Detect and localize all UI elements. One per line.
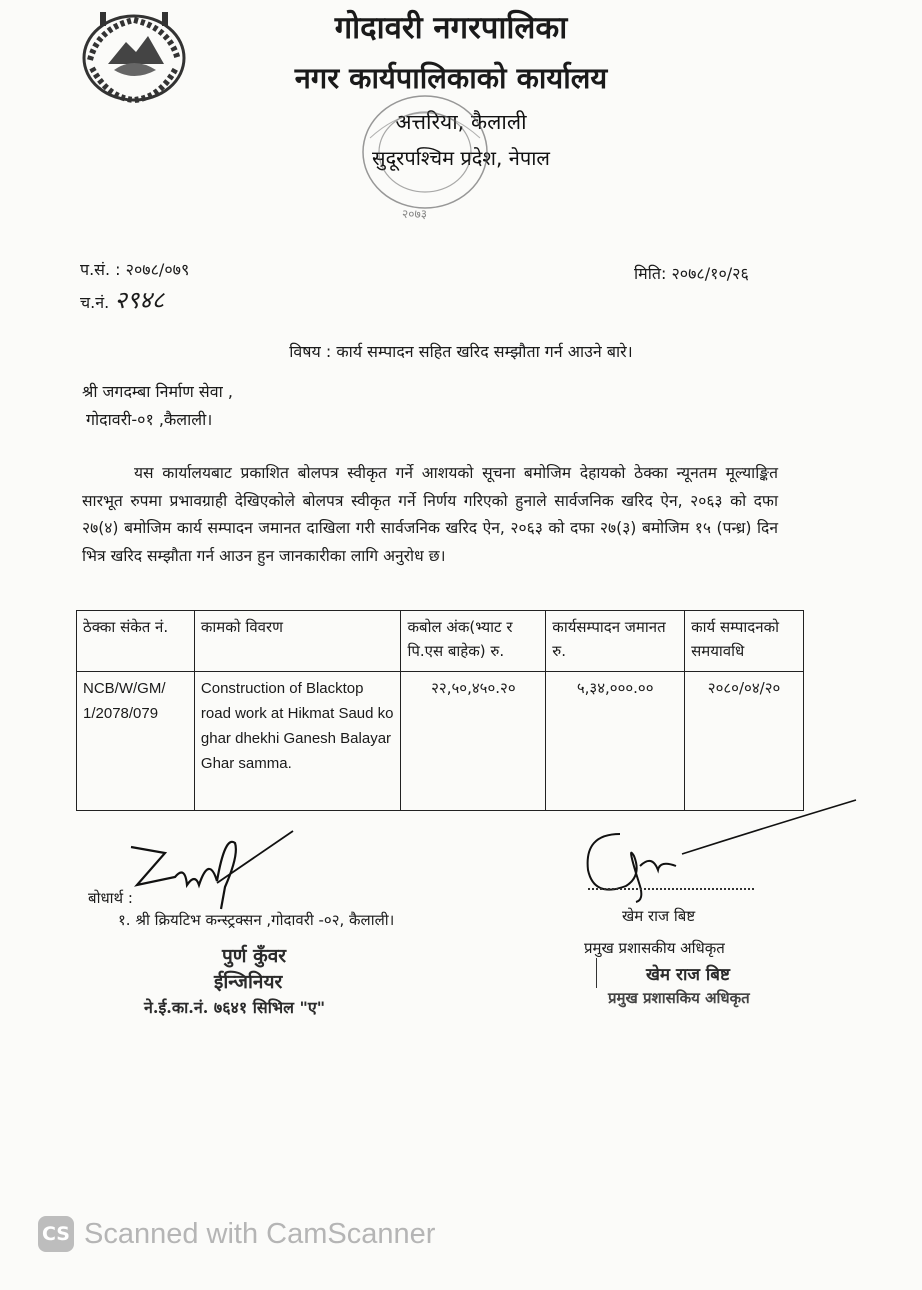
officer-stamp-name: खेम राज बिष्ट (646, 965, 730, 985)
pen-stroke (680, 796, 860, 856)
engineer-stamp-name: पुर्ण कुँवर (222, 945, 287, 967)
letter-subject: विषय : कार्य सम्पादन सहित खरिद सम्झौता गर्न आउने बारे। (289, 342, 633, 361)
col-description: कामको विवरण (194, 611, 401, 672)
cell-deadline: २०८०/०४/२० (685, 672, 804, 811)
table-row (77, 672, 804, 811)
municipality-name: गोदावरी नगरपालिका (334, 10, 568, 46)
letter-date: मिति: २०७८/१०/२६ (634, 264, 749, 283)
office-province: सुदूरपश्चिम प्रदेश, नेपाल (372, 146, 550, 170)
handwritten-cn-number: २९४८ (114, 286, 165, 314)
stamp-bracket (596, 958, 601, 988)
col-guarantee: कार्यसम्पादन जमानत रु. (546, 611, 685, 672)
cc-item: १. श्री क्रियटिभ कन्स्ट्रक्सन ,गोदावरी -०२, कैलाली। (118, 911, 395, 929)
letter-body: यस कार्यालयबाट प्रकाशित बोलपत्र स्वीकृत गर्ने आशयको सूचना बमोजिम देहायको ठेक्का न्यूनतम मूल्याङ्कित सारभूत रुपमा प्रभावग्राही देखिएकोले बोलपत्र स्वीकृत गर्ने निर्णय गरिएको हुनाले सार्वजनिक खरिद ऐन, २०६३ को दफा २७(४) बमोजिम कार्य सम्पादन जमानत दाखिला गरी सार्वजनिक खरिद ऐन, २०६३ को दफा २७(३) बमोजिम १५ (पन्ध्र) दिन भित्र खरिद सम्झौता गर्न आउन हुन जानकारीका लागि अनुरोध छ। (82, 464, 778, 565)
camscanner-badge: CS (38, 1216, 74, 1252)
office-name: नगर कार्यपालिकाको कार्यालय (294, 61, 608, 95)
cell-description: Construction of Blacktop road work at Hikmat Saud ko ghar dhekhi Ganesh Balayar Ghar samma. (194, 672, 401, 811)
cell-guarantee: ५,३४,०००.०० (546, 672, 685, 811)
reference-cn: च.नं. २९४८ (80, 286, 165, 314)
svg-text:२०७३: २०७३ (402, 207, 427, 221)
table-header-row (77, 611, 804, 672)
officer-name: खेम राज बिष्ट (622, 907, 696, 925)
cell-bid-amount: २२,५०,४५०.२० (401, 672, 546, 811)
engineer-signature (125, 825, 300, 910)
col-contract-code: ठेक्का संकेत नं. (77, 611, 195, 672)
reference-ps: प.सं. : २०७८/०७९ (80, 260, 190, 279)
col-bid-amount: कबोल अंक(भ्याट र पि.एस बाहेक) रु. (401, 611, 546, 672)
signature-dotted-line (588, 888, 754, 890)
camscanner-watermark (38, 1216, 435, 1252)
cell-contract-code: NCB/W/GM/ 1/2078/079 (77, 672, 195, 811)
tender-table (76, 610, 804, 811)
engineer-stamp-title: ईन्जिनियर (214, 971, 283, 993)
camscanner-text: Scanned with CamScanner (84, 1217, 436, 1250)
col-deadline: कार्य सम्पादनको समयावधि (685, 611, 804, 672)
cc-label: बोधार्थ : (88, 889, 133, 907)
addressee-address: गोदावरी-०१ ,कैलाली। (86, 410, 213, 429)
officer-signature (580, 826, 690, 906)
officer-stamp-title: प्रमुख प्रशासकिय अधिकृत (608, 989, 750, 1007)
addressee-name: श्री जगदम्बा निर्माण सेवा , (82, 382, 233, 401)
engineer-stamp-reg: ने.ई.का.नं. ७६४१ सिभिल "ए" (144, 998, 326, 1017)
office-seal-stamp (330, 78, 520, 226)
office-place: अत्तरिया, कैलाली (395, 110, 527, 134)
officer-title: प्रमुख प्रशासकीय अधिकृत (584, 939, 725, 957)
